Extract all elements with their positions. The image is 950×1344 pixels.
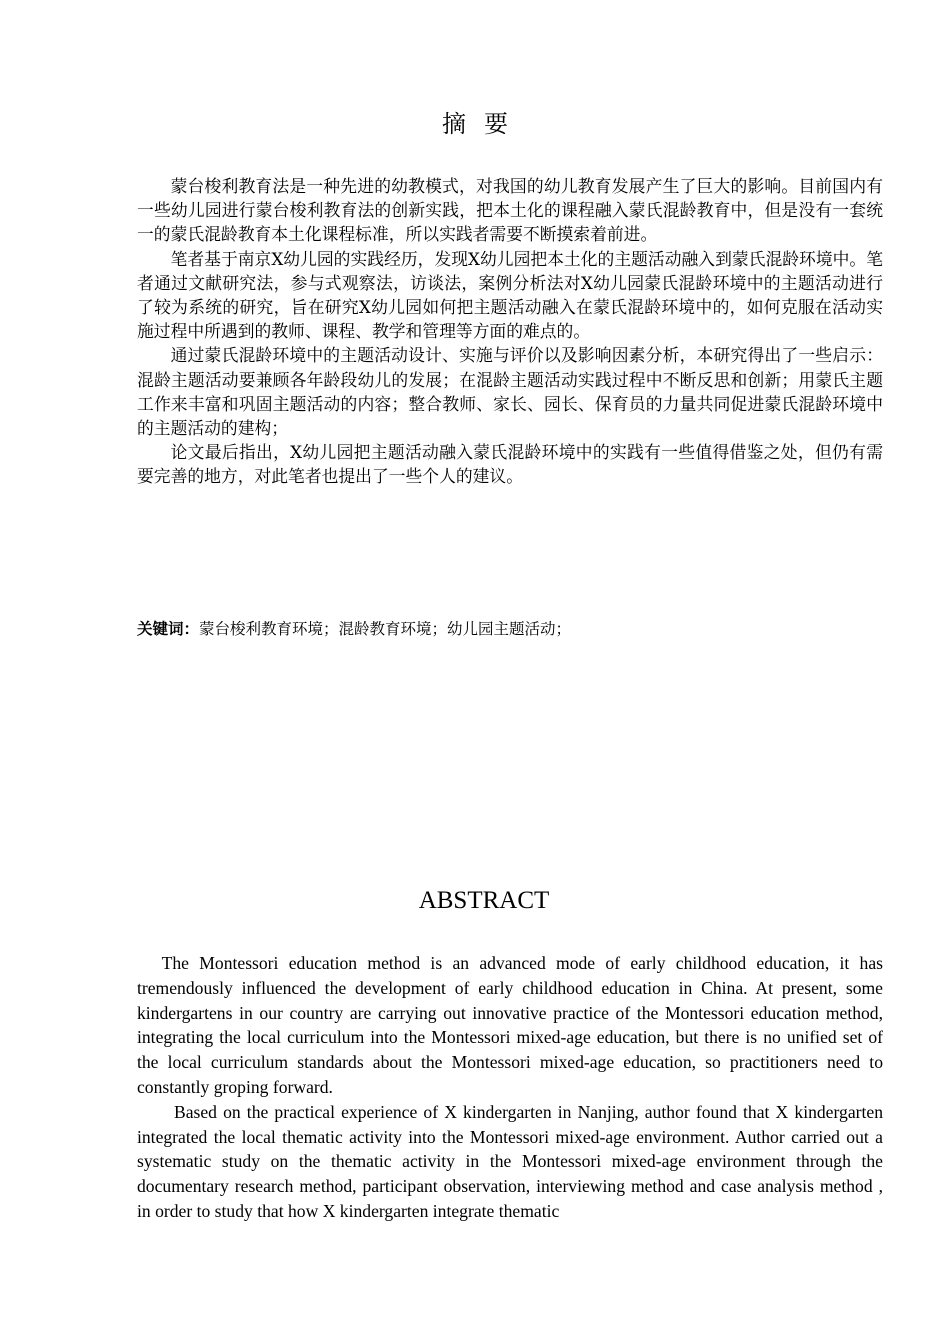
- chinese-abstract-title: 摘要: [442, 110, 526, 138]
- english-paragraph-1: The Montessori education method is an advanced mode of early childhood education, it has tremendously influenced the development of early childhood education in China. At present, some kindergartens in our country are carrying out innovative practice of the Montessori education method, integrating the local curriculum into the Montessori mixed-age education, but there is no unified set of the local curriculum standards about the Montessori mixed-age education, so practitioners need to constantly groping forward.: [137, 953, 883, 1097]
- english-paragraph-2: Based on the practical experience of X kindergarten in Nanjing, author found that X kindergarten integrated the local thematic activity into the Montessori mixed-age environment. Author carried out a systematic study on the thematic activity in the Montessori mixed-age environment through the documentary research method, participant observation, interviewing method and case analysis method , in order to study that how X kindergarten integrate thematic: [137, 1101, 883, 1221]
- keywords-line: [137, 617, 883, 641]
- english-abstract-title: ABSTRACT: [418, 887, 550, 914]
- chinese-paragraph-1: 蒙台梭利教育法是一种先进的幼教模式，对我国的幼儿教育发展产生了巨大的影响。目前国内有一些幼儿园进行蒙台梭利教育法的创新实践，把本土化的课程融入蒙氏混龄教育中，但是没有一套统一的蒙氏混龄教育本土化课程标准，所以实践者需要不断摸索着前进。: [137, 176, 883, 245]
- keywords-text: 蒙台梭利教育环境；混龄教育环境；幼儿园主题活动；: [199, 620, 572, 638]
- chinese-paragraph-3: 通过蒙氏混龄环境中的主题活动设计、实施与评价以及影响因素分析，本研究得出了一些启示：混龄主题活动要兼顾各年龄段幼儿的发展；在混龄主题活动实践过程中不断反思和创新；用蒙氏主题工作来丰富和巩固主题活动的内容；整合教师、家长、园长、保育员的力量共同促进蒙氏混龄环境中的主题活动的建构；: [137, 345, 883, 439]
- english-abstract-body: [137, 951, 883, 1224]
- keywords-label: 关键词：: [137, 620, 200, 638]
- chinese-paragraph-4: 论文最后指出，X幼儿园把主题活动融入蒙氏混龄环境中的实践有一些值得借鉴之处，但仍有需要完善的地方，对此笔者也提出了一些个人的建议。: [137, 442, 883, 487]
- chinese-abstract-body: [137, 174, 883, 489]
- chinese-paragraph-2: 笔者基于南京X幼儿园的实践经历，发现X幼儿园把本土化的主题活动融入到蒙氏混龄环境中。笔者通过文献研究法，参与式观察法，访谈法，案例分析法对X幼儿园蒙氏混龄环境中的主题活动进行了较为系统的研究，旨在研究X幼儿园如何把主题活动融入在蒙氏混龄环境中的，如何克服在活动实施过程中所遇到的教师、课程、教学和管理等方面的难点的。: [137, 248, 883, 342]
